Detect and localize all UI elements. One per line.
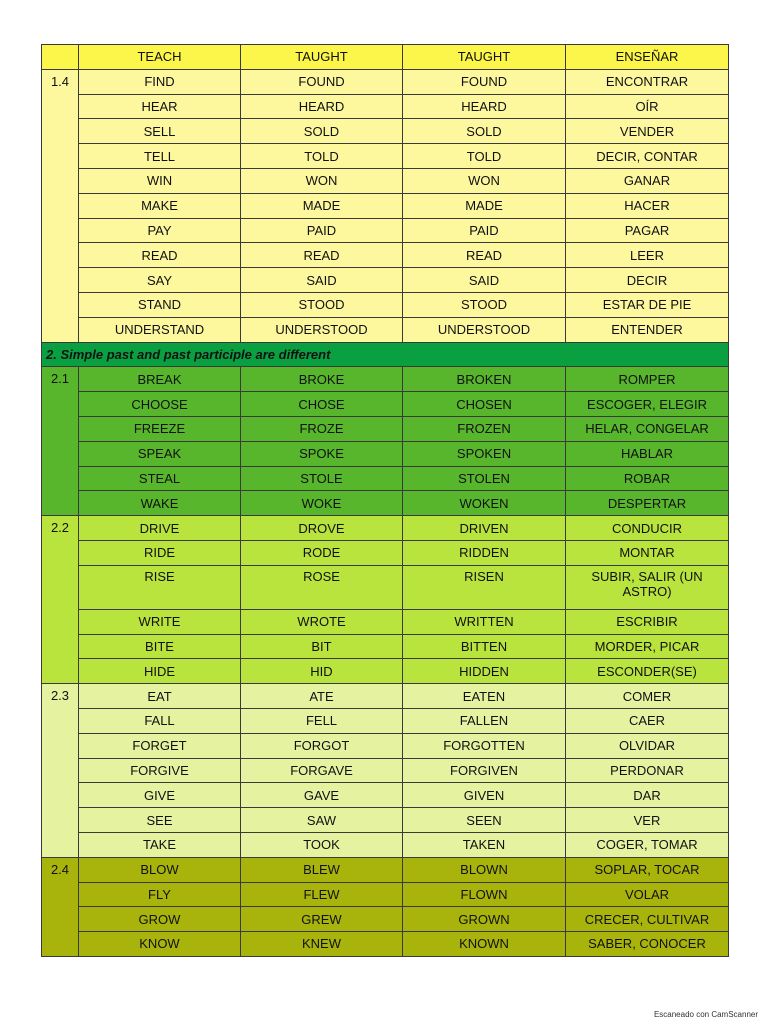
past-simple-cell: FELL [241,708,403,733]
past-simple-cell: SAW [241,808,403,833]
base-form-cell: SEE [79,808,241,833]
spanish-meaning-cell: VER [566,808,729,833]
verb-row [42,69,729,94]
past-participle-cell: BITTEN [403,634,566,659]
verb-row [42,392,729,417]
base-form-cell: STAND [79,292,241,317]
section-number: 1.4 [42,69,79,342]
past-simple-cell: WROTE [241,609,403,634]
verb-row [42,932,729,957]
verb-row [42,609,729,634]
past-participle-cell: GROWN [403,907,566,932]
past-participle-cell: STOOD [403,292,566,317]
past-simple-cell: DROVE [241,516,403,541]
verb-row [42,268,729,293]
past-participle-cell: FOUND [403,69,566,94]
spanish-meaning-cell: SUBIR, SALIR (UN ASTRO) [566,565,729,609]
spanish-meaning-cell: ESCOGER, ELEGIR [566,392,729,417]
base-form-cell: FORGET [79,733,241,758]
past-simple-cell: READ [241,243,403,268]
base-form-cell: BLOW [79,857,241,882]
verb-row [42,119,729,144]
past-simple-cell: GAVE [241,783,403,808]
past-simple-cell: SAID [241,268,403,293]
verb-row [42,659,729,684]
past-simple-cell: RODE [241,540,403,565]
verb-row [42,292,729,317]
spanish-meaning-cell: SABER, CONOCER [566,932,729,957]
past-simple-cell: ROSE [241,565,403,609]
past-simple-cell: KNEW [241,932,403,957]
past-participle-cell: TAKEN [403,832,566,857]
section-number: 2.3 [42,684,79,858]
irregular-verbs-table [41,44,729,957]
verb-row [42,540,729,565]
verb-row [42,416,729,441]
past-simple-cell: GREW [241,907,403,932]
verb-row [42,516,729,541]
base-form-cell: UNDERSTAND [79,317,241,342]
base-form-cell: CHOOSE [79,392,241,417]
past-participle-cell: GIVEN [403,783,566,808]
spanish-meaning-cell: CAER [566,708,729,733]
past-participle-cell: FLOWN [403,882,566,907]
verb-row [42,733,729,758]
verb-row [42,466,729,491]
base-form-cell: FIND [79,69,241,94]
verb-row [42,144,729,169]
past-participle-cell: CHOSEN [403,392,566,417]
past-participle-cell: SPOKEN [403,441,566,466]
header-cell: ENSEÑAR [566,45,729,70]
verb-row [42,317,729,342]
base-form-cell: FREEZE [79,416,241,441]
spanish-meaning-cell: OLVIDAR [566,733,729,758]
spanish-meaning-cell: ROBAR [566,466,729,491]
past-participle-cell: SOLD [403,119,566,144]
spanish-meaning-cell: HABLAR [566,441,729,466]
past-simple-cell: SOLD [241,119,403,144]
verb-row [42,882,729,907]
verb-row [42,758,729,783]
verb-row [42,565,729,609]
base-form-cell: FALL [79,708,241,733]
base-form-cell: WRITE [79,609,241,634]
spanish-meaning-cell: DAR [566,783,729,808]
verb-row [42,708,729,733]
spanish-meaning-cell: ENTENDER [566,317,729,342]
verb-row [42,218,729,243]
spanish-meaning-cell: OÍR [566,94,729,119]
base-form-cell: STEAL [79,466,241,491]
spanish-meaning-cell: DESPERTAR [566,491,729,516]
verb-row [42,441,729,466]
past-simple-cell: CHOSE [241,392,403,417]
past-participle-cell: HEARD [403,94,566,119]
base-form-cell: RISE [79,565,241,609]
spanish-meaning-cell: PAGAR [566,218,729,243]
verb-row [42,783,729,808]
past-participle-cell: TOLD [403,144,566,169]
past-simple-cell: WON [241,168,403,193]
spanish-meaning-cell: MONTAR [566,540,729,565]
past-simple-cell: HID [241,659,403,684]
header-row [42,45,729,70]
past-participle-cell: BLOWN [403,857,566,882]
spanish-meaning-cell: DECIR [566,268,729,293]
past-participle-cell: FROZEN [403,416,566,441]
base-form-cell: DRIVE [79,516,241,541]
spanish-meaning-cell: COMER [566,684,729,709]
verb-row [42,367,729,392]
past-simple-cell: FLEW [241,882,403,907]
spanish-meaning-cell: CONDUCIR [566,516,729,541]
base-form-cell: PAY [79,218,241,243]
past-participle-cell: PAID [403,218,566,243]
spanish-meaning-cell: SOPLAR, TOCAR [566,857,729,882]
spanish-meaning-cell: VOLAR [566,882,729,907]
verb-row [42,808,729,833]
spanish-meaning-cell: DECIR, CONTAR [566,144,729,169]
past-participle-cell: UNDERSTOOD [403,317,566,342]
base-form-cell: WAKE [79,491,241,516]
scanner-watermark: Escaneado con CamScanner [653,1010,758,1019]
spanish-meaning-cell: COGER, TOMAR [566,832,729,857]
verb-row [42,634,729,659]
verb-row [42,491,729,516]
past-simple-cell: TOOK [241,832,403,857]
base-form-cell: MAKE [79,193,241,218]
spanish-meaning-cell: HACER [566,193,729,218]
past-simple-cell: STOOD [241,292,403,317]
past-participle-cell: RISEN [403,565,566,609]
past-participle-cell: DRIVEN [403,516,566,541]
section-number: 2.4 [42,857,79,956]
base-form-cell: HEAR [79,94,241,119]
verb-row [42,907,729,932]
past-simple-cell: BROKE [241,367,403,392]
base-form-cell: READ [79,243,241,268]
base-form-cell: HIDE [79,659,241,684]
past-participle-cell: FORGIVEN [403,758,566,783]
past-participle-cell: HIDDEN [403,659,566,684]
spanish-meaning-cell: CRECER, CULTIVAR [566,907,729,932]
past-participle-cell: RIDDEN [403,540,566,565]
past-participle-cell: EATEN [403,684,566,709]
past-simple-cell: TOLD [241,144,403,169]
base-form-cell: BREAK [79,367,241,392]
past-participle-cell: READ [403,243,566,268]
spanish-meaning-cell: HELAR, CONGELAR [566,416,729,441]
base-form-cell: SELL [79,119,241,144]
base-form-cell: GROW [79,907,241,932]
past-simple-cell: HEARD [241,94,403,119]
past-simple-cell: ATE [241,684,403,709]
past-participle-cell: BROKEN [403,367,566,392]
verb-row [42,168,729,193]
past-simple-cell: SPOKE [241,441,403,466]
base-form-cell: TELL [79,144,241,169]
past-simple-cell: MADE [241,193,403,218]
section-number: 2.2 [42,516,79,684]
base-form-cell: TAKE [79,832,241,857]
past-simple-cell: STOLE [241,466,403,491]
past-participle-cell: WON [403,168,566,193]
base-form-cell: FLY [79,882,241,907]
spanish-meaning-cell: LEER [566,243,729,268]
past-participle-cell: WRITTEN [403,609,566,634]
base-form-cell: SAY [79,268,241,293]
past-simple-cell: PAID [241,218,403,243]
past-participle-cell: FALLEN [403,708,566,733]
header-cell: TAUGHT [241,45,403,70]
base-form-cell: KNOW [79,932,241,957]
spanish-meaning-cell: ROMPER [566,367,729,392]
past-simple-cell: UNDERSTOOD [241,317,403,342]
section-title: 2. Simple past and past participle are different [42,342,729,367]
past-participle-cell: WOKEN [403,491,566,516]
spanish-meaning-cell: ESCONDER(SE) [566,659,729,684]
past-simple-cell: WOKE [241,491,403,516]
section-cell [42,45,79,70]
verb-row [42,243,729,268]
past-simple-cell: BLEW [241,857,403,882]
base-form-cell: RIDE [79,540,241,565]
past-simple-cell: BIT [241,634,403,659]
base-form-cell: SPEAK [79,441,241,466]
past-simple-cell: FORGOT [241,733,403,758]
past-simple-cell: FORGAVE [241,758,403,783]
spanish-meaning-cell: ESTAR DE PIE [566,292,729,317]
past-participle-cell: KNOWN [403,932,566,957]
base-form-cell: BITE [79,634,241,659]
spanish-meaning-cell: GANAR [566,168,729,193]
past-participle-cell: STOLEN [403,466,566,491]
verb-row [42,684,729,709]
past-participle-cell: FORGOTTEN [403,733,566,758]
header-cell: TEACH [79,45,241,70]
spanish-meaning-cell: ESCRIBIR [566,609,729,634]
past-participle-cell: MADE [403,193,566,218]
spanish-meaning-cell: VENDER [566,119,729,144]
verb-row [42,193,729,218]
verb-row [42,857,729,882]
past-simple-cell: FROZE [241,416,403,441]
base-form-cell: EAT [79,684,241,709]
base-form-cell: GIVE [79,783,241,808]
past-participle-cell: SAID [403,268,566,293]
base-form-cell: FORGIVE [79,758,241,783]
header-cell: TAUGHT [403,45,566,70]
verb-row [42,832,729,857]
past-participle-cell: SEEN [403,808,566,833]
spanish-meaning-cell: PERDONAR [566,758,729,783]
section-number: 2.1 [42,367,79,516]
past-simple-cell: FOUND [241,69,403,94]
spanish-meaning-cell: MORDER, PICAR [566,634,729,659]
section-title-row [42,342,729,367]
base-form-cell: WIN [79,168,241,193]
spanish-meaning-cell: ENCONTRAR [566,69,729,94]
verb-row [42,94,729,119]
